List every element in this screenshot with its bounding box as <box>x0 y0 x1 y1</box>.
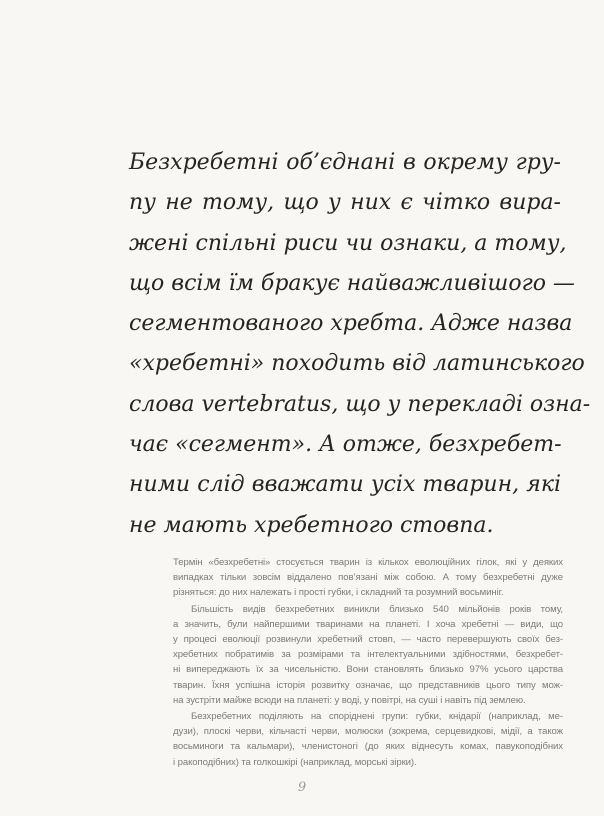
notes-line: Безхребетних поділяють на споріднені групи: губки, кнідарії (наприклад, ме- <box>191 711 563 723</box>
lead-line: чає «сегмент». А отже, безхребет- <box>129 432 562 458</box>
lead-line: «хребетні» походить від латинського <box>129 351 585 377</box>
lead-line: Безхребетні об’єднані в окрему гру- <box>129 150 561 175</box>
notes-line: а значить, були найпершими тваринами на планеті. І хоча хребетні — види, що <box>173 618 563 630</box>
notes-paragraph <box>173 709 563 770</box>
latin-term: vertebratus <box>201 391 332 417</box>
notes-block <box>173 555 563 770</box>
notes-line: і ракоподібних) та голкошкірі (наприклад, морські зірки). <box>173 756 417 768</box>
notes-line: випадках тільки зовсім віддалено пов’язані між собою. А тому безхребетні дуже <box>173 572 563 584</box>
notes-line: різняться: до них належать і прості губки, і складний та розумний восьминіг. <box>173 587 504 599</box>
notes-line: восьминоги та кальмари), членистоногі (до яких віднесуть комах, павукоподібних <box>173 741 563 753</box>
lead-text: , що у перекладі озна- <box>331 391 591 417</box>
lead-line: пу не тому, що у них є чітко вира- <box>129 190 561 216</box>
notes-line: хребетних побратимів за розмірами та інтелектуальними здібностями, безхребет- <box>173 649 563 661</box>
notes-line: у процесі еволюції розвинули хребетний стовп, — часто перевершують своїх без- <box>173 634 563 646</box>
notes-line: на зустріти майже всюди на планеті: у воді, у повітрі, на суші і навіть під землею. <box>173 694 526 706</box>
lead-text: слова <box>129 391 202 417</box>
lead-line: не мають хребетного стовпа. <box>129 512 494 538</box>
notes-line: дузи), плоскі черви, кільчасті черви, молюски (зокрема, серцевидкові, мідії, а також <box>173 726 563 738</box>
lead-line: сегментованого хребта. Адже назва <box>129 311 573 337</box>
lead-paragraph <box>129 143 591 546</box>
notes-paragraph <box>173 602 563 708</box>
lead-line: ними слід вважати усіх тварин, які <box>129 472 561 498</box>
notes-paragraph <box>173 555 563 601</box>
lead-line: що всім їм бракує найважливішого — <box>129 270 575 296</box>
page-number: 9 <box>297 780 307 795</box>
lead-line: жені спільні риси чи ознаки, а тому, <box>129 230 567 256</box>
notes-line: ні випереджають їх за чисельністю. Вони становлять близько 97% усього царства <box>173 664 563 676</box>
notes-line: Більшість видів безхребетних виникли близько 540 мільйонів років тому, <box>191 603 563 615</box>
notes-line: Термін «безхребетні» стосується тварин із кількох еволюційних гілок, які у деяких <box>173 557 563 568</box>
lead-line <box>129 385 591 425</box>
notes-line: тварин. Їхня успішна історія розвитку означає, що представників цього типу мож- <box>173 679 563 691</box>
